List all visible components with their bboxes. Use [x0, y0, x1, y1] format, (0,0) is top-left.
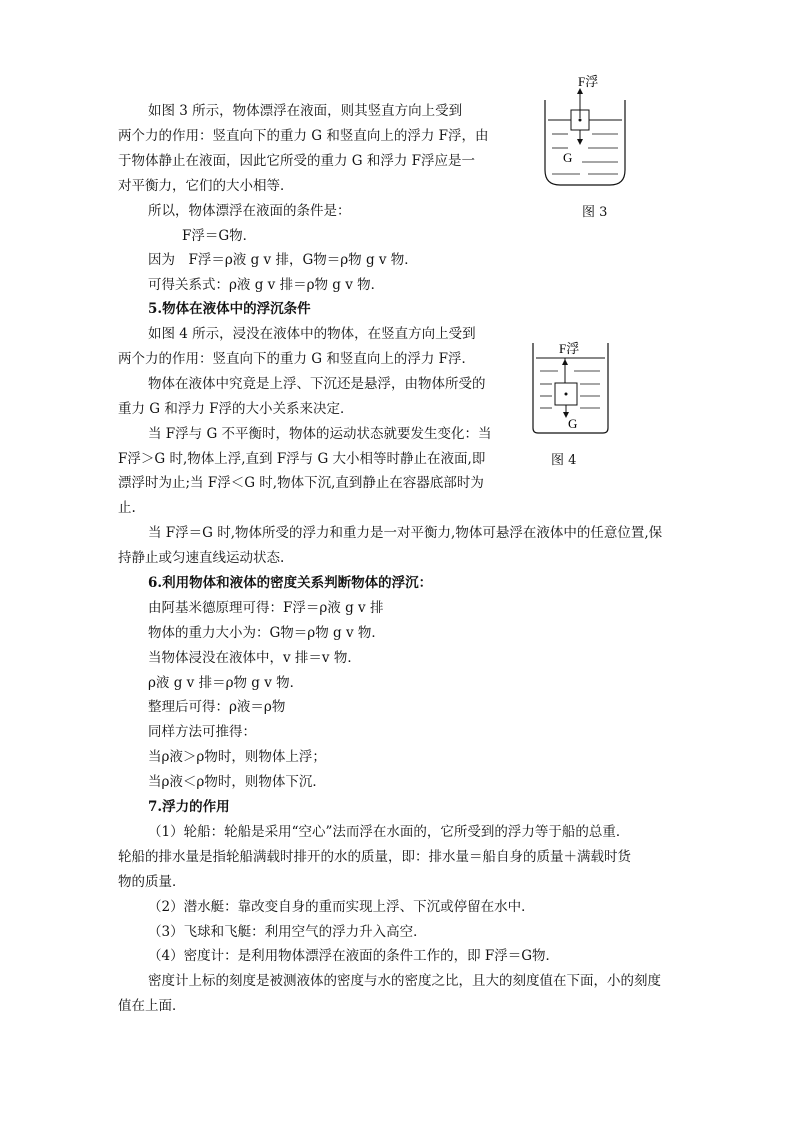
text-line: 密度计上标的刻度是被测液体的密度与水的密度之比，且大的刻度值在下面，小的刻度 [148, 973, 661, 989]
formula-line: 物体的重力大小为：G物＝ρ物 g v 物． [148, 625, 385, 641]
buoyancy-label: F浮 [578, 74, 599, 89]
gravity-label: G [568, 416, 578, 431]
text-line: 轮船的排水量是指轮船满载时排开的水的质量，即：排水量＝船自身的质量＋满载时货 [118, 849, 631, 865]
section-heading: 7.浮力的作用 [148, 799, 230, 815]
buoyancy-label: F浮 [559, 341, 580, 356]
text-line: 物体在液体中究竟是上浮、下沉还是悬浮，由物体所受的 [148, 376, 486, 392]
figure-3-diagram [540, 70, 630, 195]
text-line: 当 F浮＝G 时,物体所受的浮力和重力是一对平衡力,物体可悬浮在液体中的任意位置,保 [148, 525, 663, 541]
formula-line: 当ρ液＞ρ物时，则物体上浮； [148, 749, 326, 765]
text-line: 两个力的作用：竖直向下的重力 G 和竖直向上的浮力 F浮，由 [118, 128, 489, 144]
formula-line: 当ρ液＜ρ物时，则物体下沉． [148, 774, 326, 790]
formula-line: 整理后可得：ρ液＝ρ物 [148, 699, 286, 715]
figure-4-diagram [528, 338, 618, 448]
text-line: 持静止或匀速直线运动状态. [118, 550, 285, 566]
text-line: 漂浮时为止;当 F浮＜G 时,物体下沉,直到静止在容器底部时为 [118, 475, 484, 491]
text-line: 同样方法可推得： [148, 724, 256, 740]
text-line: （1）轮船：轮船是采用“空心”法而浮在水面的，它所受到的浮力等于船的总重． [148, 824, 630, 840]
formula-line: ρ液 g v 排＝ρ物 g v 物． [148, 675, 304, 691]
text-line: 所以，物体漂浮在液面的条件是： [148, 203, 351, 219]
text-line: 止. [118, 500, 136, 516]
text-line: （3）飞球和飞艇：利用空气的浮力升入高空． [148, 924, 427, 940]
text-line: 于物体静止在液面，因此它所受的重力 G 和浮力 F浮应是一 [118, 153, 476, 169]
gravity-label: G [563, 150, 573, 165]
figure-3-caption: 图 3 [582, 205, 608, 220]
text-line: 对平衡力，它们的大小相等． [118, 178, 294, 194]
formula-line: 可得关系式：ρ液 g v 排＝ρ物 g v 物． [148, 277, 385, 293]
text-line: 重力 G 和浮力 F浮的大小关系来决定． [118, 401, 354, 417]
text-line: 如图 4 所示，浸没在液体中的物体，在竖直方向上受到 [148, 326, 476, 342]
text-line: 如图 3 所示，物体漂浮在液面，则其竖直方向上受到 [148, 103, 463, 119]
text-line: 当 F浮与 G 不平衡时，物体的运动状态就要发生变化：当 [148, 426, 492, 442]
formula-line: 因为 F浮＝ρ液 g v 排，G物＝ρ物 g v 物． [148, 252, 418, 268]
text-line: （4）密度计：是利用物体漂浮在液面的条件工作的，即 F浮＝G物． [148, 948, 560, 964]
section-heading: 6.利用物体和液体的密度关系判断物体的浮沉： [148, 575, 433, 591]
text-line: F浮＞G 时,物体上浮,直到 F浮与 G 大小相等时静止在液面,即 [118, 451, 486, 467]
text-line: 两个力的作用：竖直向下的重力 G 和竖直向上的浮力 F浮． [118, 351, 476, 367]
formula-line: F浮＝G物． [182, 228, 257, 244]
formula-line: 当物体浸没在液体中，v 排＝v 物． [148, 650, 361, 666]
section-heading: 5.物体在液体中的浮沉条件 [148, 301, 311, 317]
text-line: （2）潜水艇：靠改变自身的重而实现上浮、下沉或停留在水中． [148, 899, 535, 915]
figure-4-caption: 图 4 [551, 453, 577, 468]
formula-line: 由阿基米德原理可得：F浮＝ρ液 g v 排 [148, 600, 384, 616]
text-line: 物的质量． [118, 874, 186, 890]
text-line: 值在上面． [118, 998, 186, 1014]
